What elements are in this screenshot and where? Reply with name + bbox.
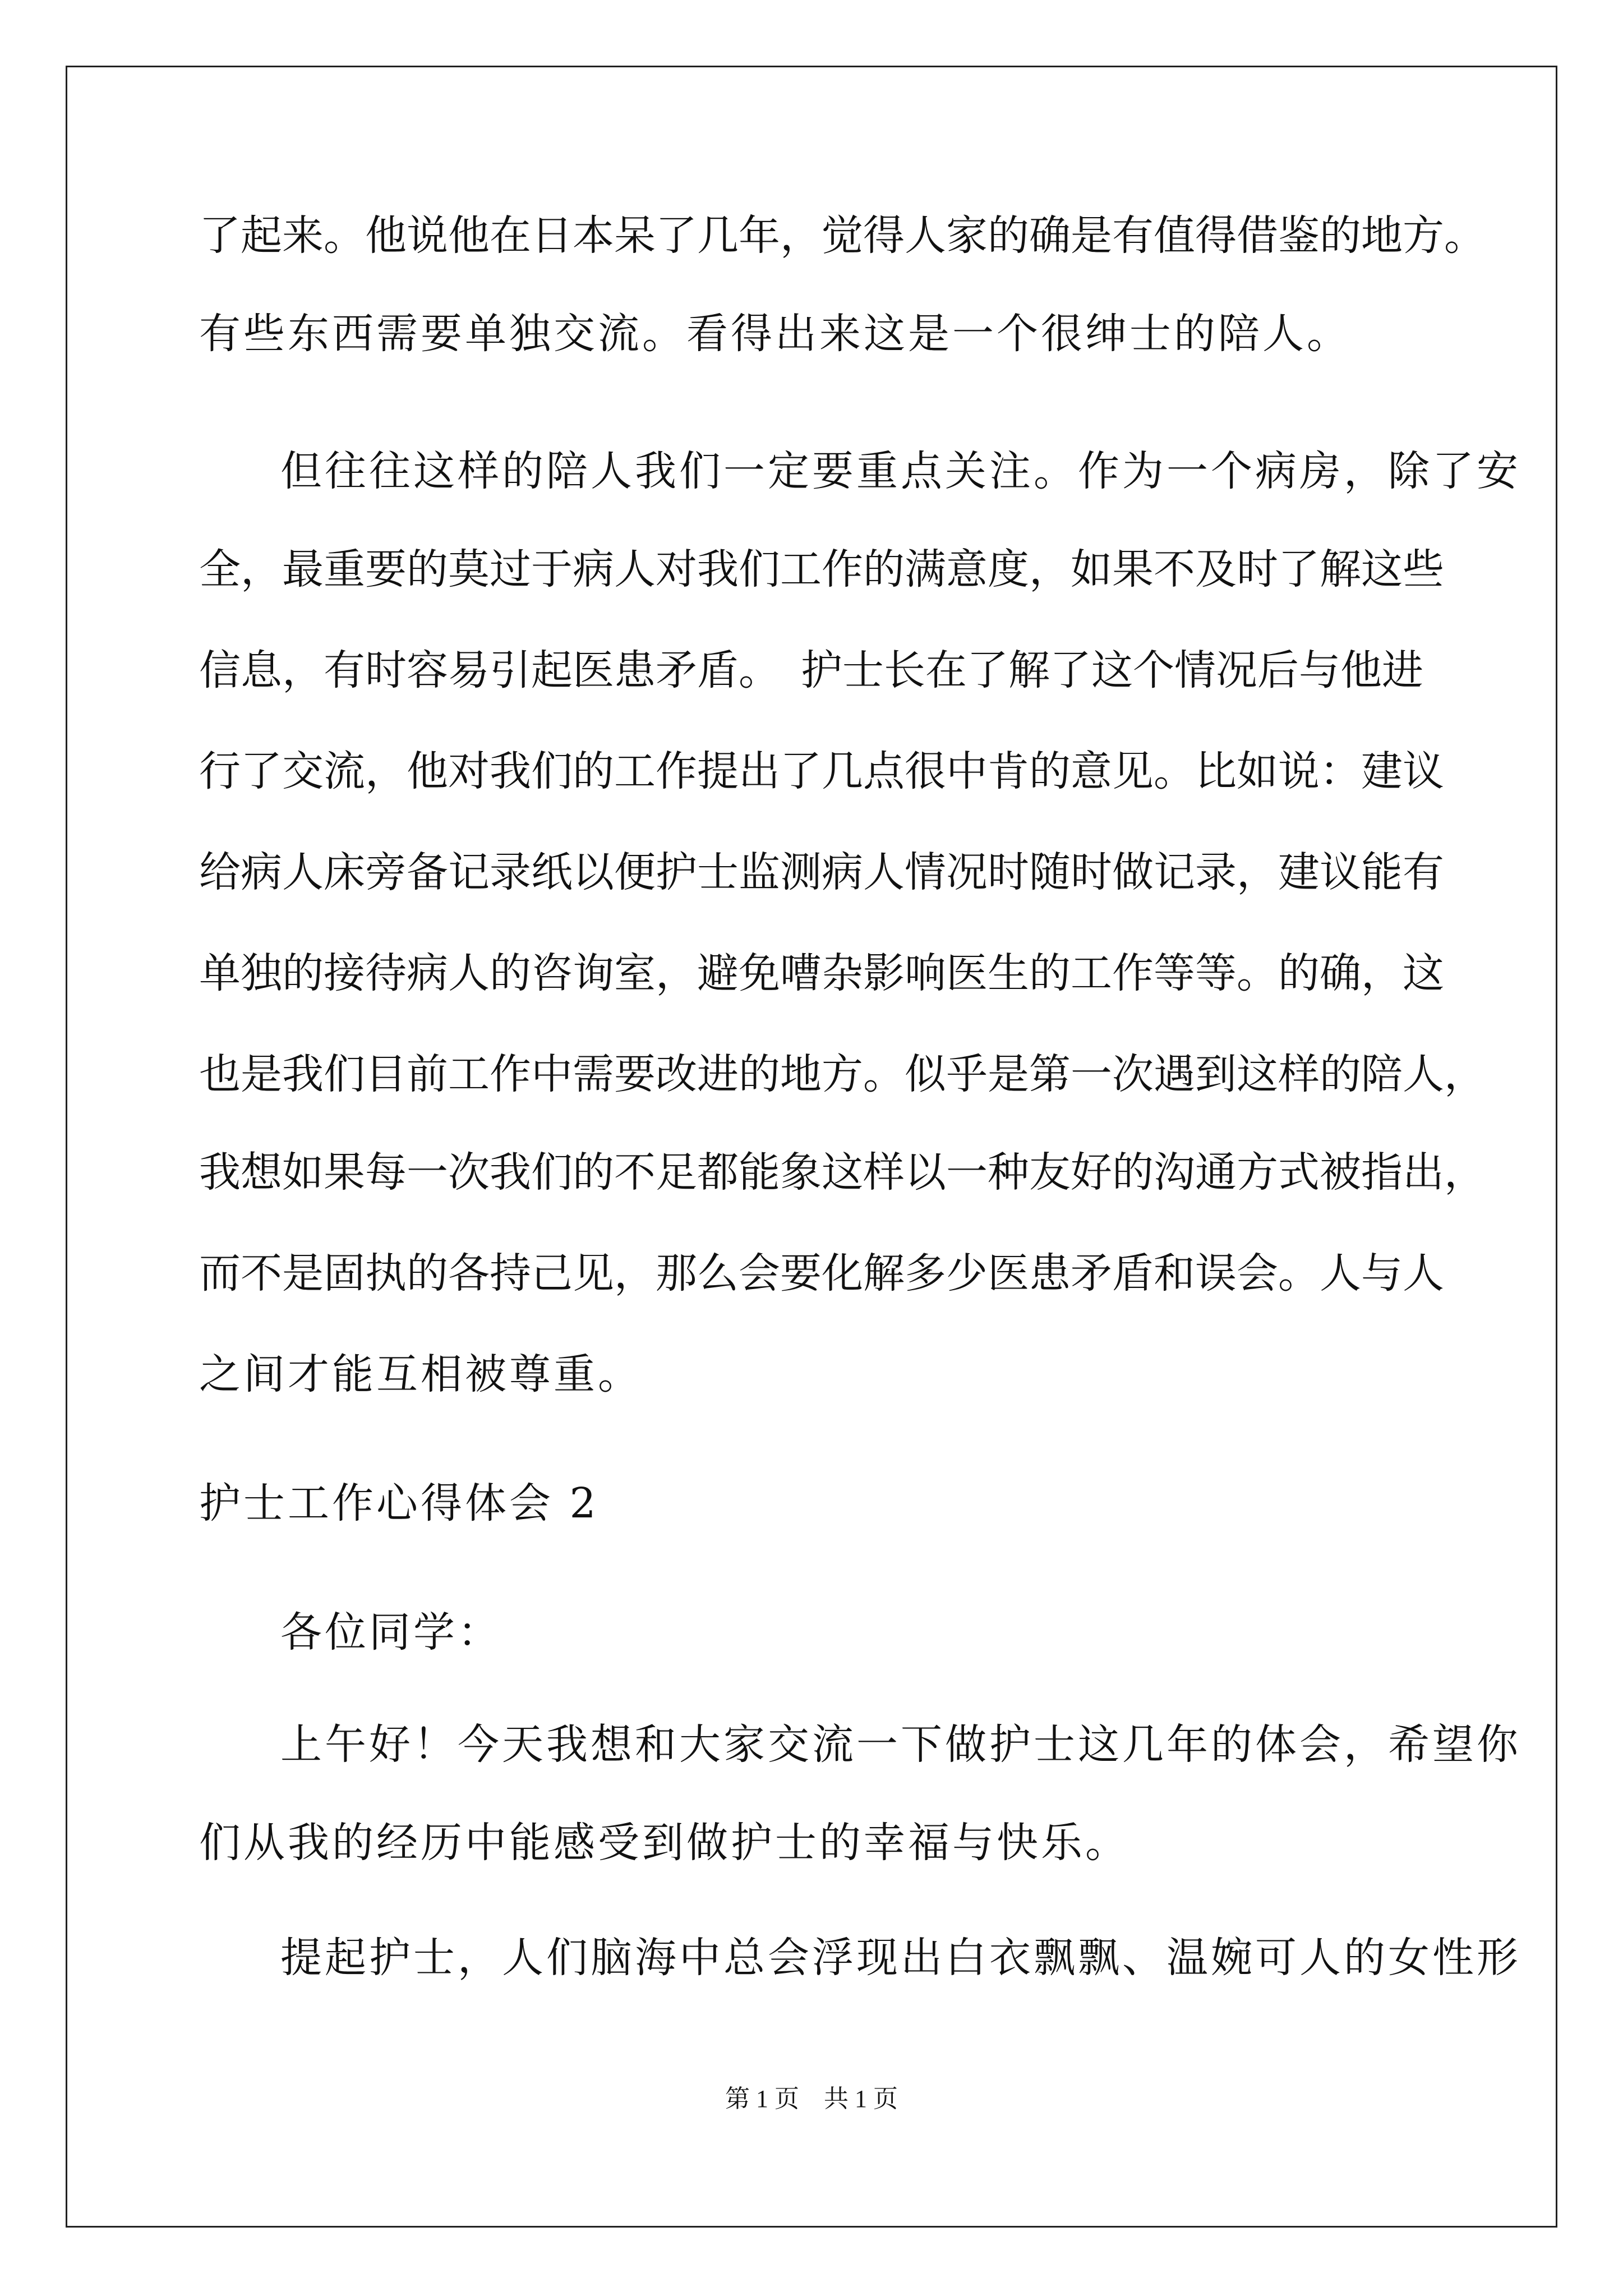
text-line: 全，最重要的莫过于病人对我们工作的满意度，如果不及时了解这些	[199, 545, 1444, 593]
text-line: 给病人床旁备记录纸以便护士监测病人情况时随时做记录，建议能有	[199, 848, 1444, 896]
text-line: 行了交流，他对我们的工作提出了几点很中肯的意见。比如说：建议	[199, 747, 1444, 795]
text-line: 提起护士，人们脑海中总会浮现出白衣飘飘、温婉可人的女性形	[280, 1934, 1521, 1982]
text-line: 了起来。他说他在日本呆了几年，觉得人家的确是有值得借鉴的地方。	[199, 211, 1486, 260]
text-line: 有些东西需要单独交流。看得出来这是一个很绅士的陪人。	[199, 310, 1351, 358]
text-line: 之间才能互相被尊重。	[199, 1350, 642, 1398]
salutation: 各位同学：	[280, 1608, 502, 1657]
text-line: 我想如果每一次我们的不足都能象这样以一种友好的沟通方式被指出，	[199, 1148, 1486, 1197]
text-line: 信息，有时容易引起医患矛盾。 护士长在了解了这个情况后与他进	[199, 646, 1423, 694]
text-line: 也是我们目前工作中需要改进的地方。似乎是第一次遇到这样的陪人，	[199, 1050, 1486, 1098]
text-line: 但往往这样的陪人我们一定要重点关注。作为一个病房，除了安	[280, 447, 1521, 495]
page-footer: 第 1 页 共 1 页	[725, 2085, 898, 2113]
text-line: 单独的接待病人的咨询室，避免嘈杂影响医生的工作等等。的确，这	[199, 949, 1444, 997]
section-title: 护士工作心得体会 2	[199, 1479, 599, 1527]
text-line: 而不是固执的各持己见，那么会要化解多少医患矛盾和误会。人与人	[199, 1249, 1444, 1297]
text-line: 们从我的经历中能感受到做护士的幸福与快乐。	[199, 1819, 1129, 1867]
text-line: 上午好！今天我想和大家交流一下做护士这几年的体会，希望你	[280, 1720, 1521, 1769]
